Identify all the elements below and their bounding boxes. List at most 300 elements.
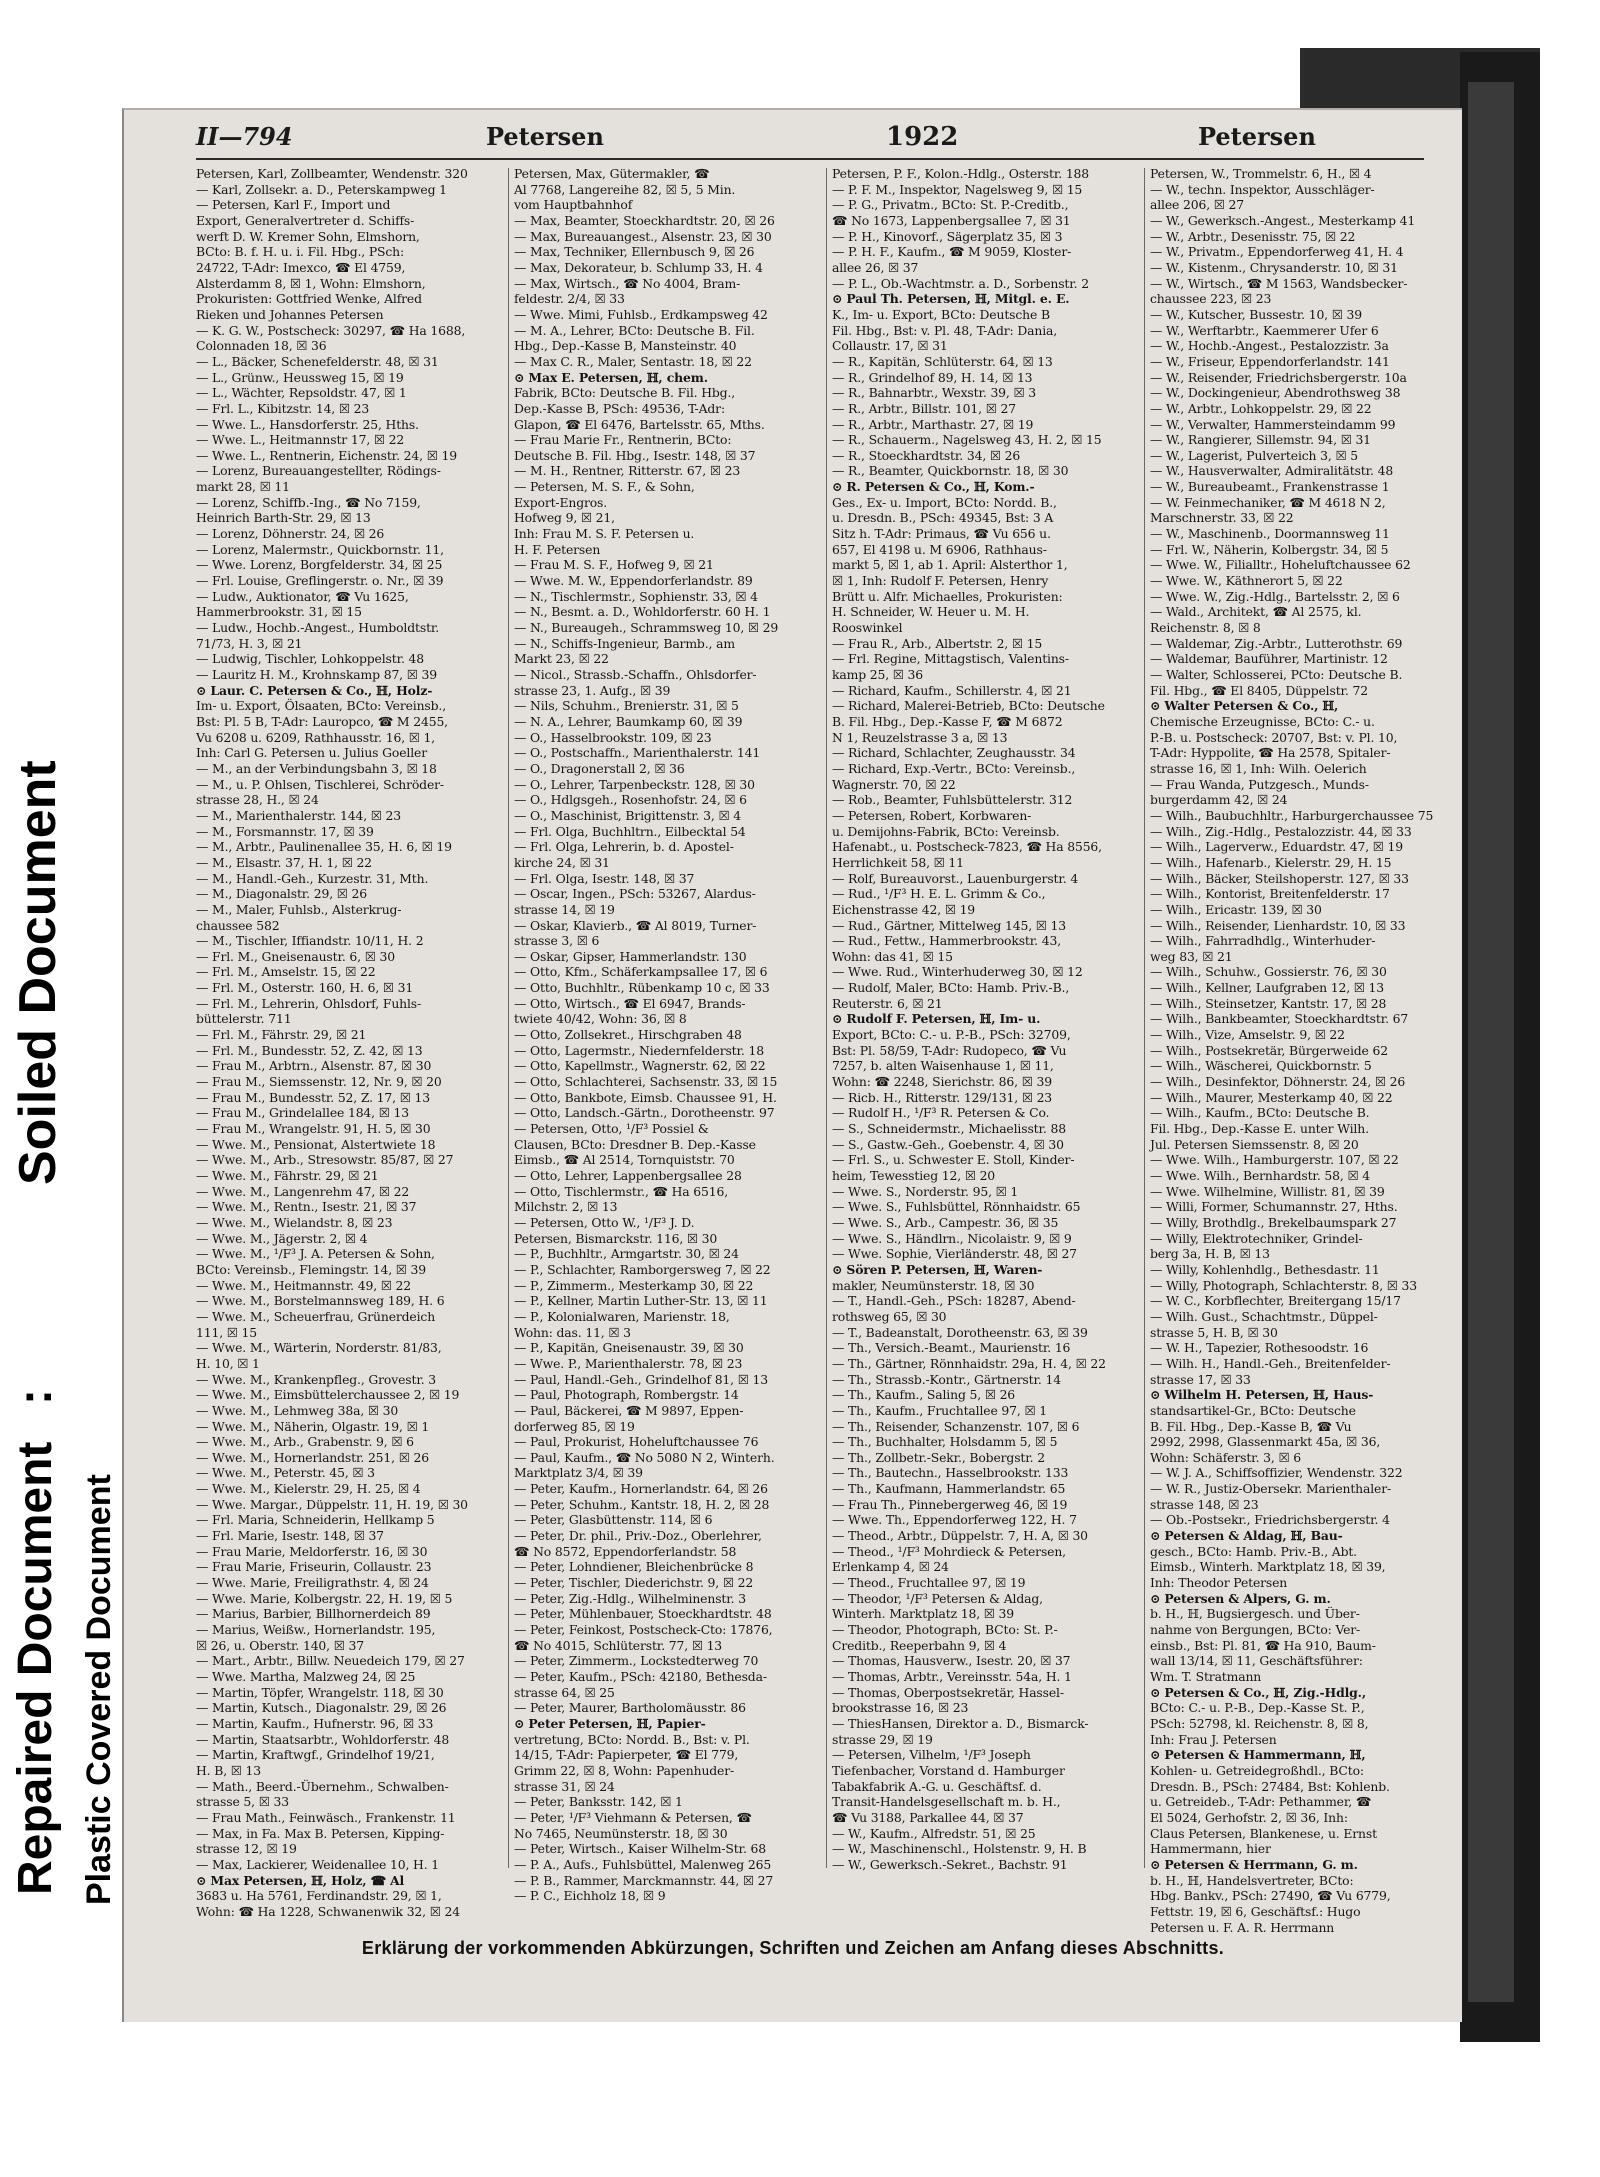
directory-entry-line: — Oskar, Gipser, Hammerlandstr. 130	[514, 948, 747, 964]
directory-entry-line: — Peter, Glasbüttenstr. 114, ☒ 6	[514, 1512, 713, 1528]
directory-entry-line: — Theodor, Photograph, BCto: St. P.-	[832, 1622, 1058, 1638]
directory-entry-line: — Petersen, Robert, Korbwaren-	[832, 807, 1032, 823]
directory-entry-line: strasse 12, ☒ 19	[196, 1841, 297, 1857]
directory-entry-line: — O., Maschinist, Brigittenstr. 3, ☒ 4	[514, 807, 741, 823]
directory-entry-line: — Wwe. M., Eimsbüttelerchaussee 2, ☒ 19	[196, 1387, 460, 1403]
directory-entry-line: — Paul, Photograph, Rombergstr. 14	[514, 1387, 739, 1403]
directory-entry-line: Marktplatz 3/4, ☒ 39	[514, 1465, 643, 1481]
directory-entry-line: — Otto, Buchhltr., Rübenkamp 10 c, ☒ 33	[514, 980, 770, 996]
directory-entry-line: Markt 23, ☒ 22	[514, 651, 609, 667]
directory-entry-line: markt 28, ☒ 11	[196, 479, 290, 495]
directory-entry-line: — Wilh., Vize, Amselstr. 9, ☒ 22	[1150, 1027, 1345, 1043]
directory-entry-line: — M. H., Rentner, Ritterstr. 67, ☒ 23	[514, 463, 741, 479]
directory-entry-line: Heinrich Barth-Str. 29, ☒ 13	[196, 510, 371, 526]
directory-entry-line: No 7465, Neumünsterstr. 18, ☒ 30	[514, 1825, 728, 1841]
directory-entry-line: — M., Forsmannstr. 17, ☒ 39	[196, 823, 374, 839]
directory-entry-line: — W., Gewerksch.-Sekret., Bachstr. 91	[832, 1856, 1068, 1872]
directory-entry-line: — R., Beamter, Quickbornstr. 18, ☒ 30	[832, 463, 1069, 479]
directory-entry-line: ⊙ Petersen & Herrmann, G. m.	[1150, 1856, 1358, 1872]
directory-entry-line: — R., Bahnarbtr., Wexstr. 39, ☒ 3	[832, 385, 1036, 401]
directory-entry-line: Petersen, W., Trommelstr. 6, H., ☒ 4	[1150, 166, 1372, 181]
directory-entry-line: — Frl. Louise, Greflingerstr. o. Nr., ☒ 39	[196, 573, 444, 589]
directory-entry-line: — Wwe. P., Marienthalerstr. 78, ☒ 23	[514, 1355, 743, 1371]
directory-entry-line: — Rolf, Bureauvorst., Lauenburgerstr. 4	[832, 870, 1079, 886]
directory-entry-line: 2992, 2998, Glassenmarkt 45a, ☒ 36,	[1150, 1434, 1381, 1450]
directory-entry-line: 3683 u. Ha 5761, Ferdinandstr. 29, ☒ 1,	[196, 1888, 442, 1904]
directory-entry-line: — Wilh. Gust., Schachtmstr., Düppel-	[1150, 1308, 1378, 1324]
directory-entry-line: — Wilh., Kontorist, Breitenfelderstr. 17	[1150, 886, 1390, 902]
directory-entry-line: — Wald., Architekt, ☎ Al 2575, kl.	[1150, 604, 1362, 620]
directory-entry-line: — Martin, Kutsch., Diagonalstr. 29, ☒ 26	[196, 1700, 447, 1716]
directory-entry-line: — W., Verwalter, Hammersteindamm 99	[1150, 416, 1396, 432]
directory-entry-line: — Theod., Arbtr., Düppelstr. 7, H. A, ☒ 30	[832, 1528, 1088, 1544]
directory-entry-line: — Wilh., Lagerverw., Eduardstr. 47, ☒ 19	[1150, 839, 1404, 855]
directory-entry-line: 7257, b. alten Waisenhause 1, ☒ 11,	[832, 1058, 1054, 1074]
directory-entry-line: — W. Feinmechaniker, ☎ M 4618 N 2,	[1150, 494, 1386, 510]
directory-entry-line: — Peter, Zig.-Hdlg., Wilhelminenstr. 3	[514, 1590, 746, 1606]
column-divider	[826, 168, 827, 1868]
directory-entry-line: — W. C., Korbflechter, Breitergang 15/17	[1150, 1293, 1401, 1309]
directory-entry-line: allee 26, ☒ 37	[832, 259, 919, 275]
binding-strip	[1468, 82, 1514, 2002]
directory-entry-line: strasse 148, ☒ 23	[1150, 1496, 1259, 1512]
directory-entry-line: — O., Lehrer, Tarpenbeckstr. 128, ☒ 30	[514, 776, 755, 792]
directory-entry-line: Wohn: Schäferstr. 3, ☒ 6	[1150, 1449, 1301, 1465]
directory-columns	[196, 166, 1446, 1935]
directory-entry-line: Sitz h. T-Adr: Primaus, ☎ Vu 656 u.	[832, 526, 1051, 542]
directory-entry-line: Fil. Hbg., Dep.-Kasse E. unter Wilh.	[1150, 1121, 1369, 1137]
directory-entry-line: — Max, in Fa. Max B. Petersen, Kipping-	[196, 1825, 445, 1841]
directory-entry-line: wall 13/14, ☒ 11, Geschäftsführer:	[1150, 1653, 1363, 1669]
directory-entry-line: BCto: B. f. H. u. i. Fil. Hbg., PSch:	[196, 244, 405, 260]
directory-entry-line: — Wwe. M., Langenrehm 47, ☒ 22	[196, 1183, 410, 1199]
directory-entry-line: — S., Schneidermstr., Michaelisstr. 88	[832, 1121, 1066, 1137]
directory-entry-line: — Mart., Arbtr., Billw. Neuedeich 179, ☒ 27	[196, 1653, 465, 1669]
directory-entry-line: H. F. Petersen	[514, 541, 601, 557]
directory-entry-line: Tiefenbacher, Vorstand d. Hamburger	[832, 1762, 1065, 1778]
directory-entry-line: büttelerstr. 711	[196, 1011, 292, 1027]
directory-entry-line: — N. A., Lehrer, Baumkamp 60, ☒ 39	[514, 713, 743, 729]
directory-entry-line: — W., Arbtr., Lohkoppelstr. 29, ☒ 22	[1150, 400, 1372, 416]
directory-entry-line: — Wwe. M., Peterstr. 45, ☒ 3	[196, 1465, 375, 1481]
directory-entry-line: — Willy, Elektrotechniker, Grindel-	[1150, 1230, 1363, 1246]
directory-entry-line: — P., Kellner, Martin Luther-Str. 13, ☒ 11	[514, 1293, 768, 1309]
directory-entry-line: Marschnerstr. 33, ☒ 22	[1150, 510, 1294, 526]
directory-entry-line: — Waldemar, Bauführer, Martinistr. 12	[1150, 651, 1388, 667]
directory-entry-line: standsartikel-Gr., BCto: Deutsche	[1150, 1402, 1356, 1418]
directory-entry-line: — W. H., Tapezier, Rothesoodstr. 16	[1150, 1340, 1369, 1356]
directory-entry-line: H. 10, ☒ 1	[196, 1355, 260, 1371]
directory-entry-line: allee 206, ☒ 27	[1150, 197, 1245, 213]
directory-entry-line: Im- u. Export, Ölsaaten, BCto: Vereinsb.,	[196, 698, 446, 714]
directory-entry-line: — Wilh., Schuhw., Gossierstr. 76, ☒ 30	[1150, 964, 1387, 980]
directory-entry-line: ⊙ R. Petersen & Co., ℍ, Kom.-	[832, 479, 1035, 495]
directory-entry-line: — Richard, Exp.-Vertr., BCto: Vereinsb.,	[832, 760, 1076, 776]
directory-entry-line: — Th., Reisender, Schanzenstr. 107, ☒ 6	[832, 1418, 1080, 1434]
directory-entry-line: BCto: Vereinsb., Flemingstr. 14, ☒ 39	[196, 1261, 427, 1277]
directory-entry-line: — M., Handl.-Geh., Kurzestr. 31, Mth.	[196, 870, 429, 886]
directory-entry-line: — Frl. S., u. Schwester E. Stoll, Kinder-	[832, 1152, 1075, 1168]
directory-entry-line: — Ob.-Postsekr., Friedrichsbergerstr. 4	[1150, 1512, 1390, 1528]
directory-entry-line: Wohn: ☎ 2248, Sierichstr. 86, ☒ 39	[832, 1074, 1052, 1090]
directory-entry-line: Alsterdamm 8, ☒ 1, Wohn: Elmshorn,	[196, 275, 426, 291]
directory-entry-line: — M., u. P. Ohlsen, Tischlerei, Schröder-	[196, 776, 444, 792]
directory-entry-line: — Peter, Wirtsch., Kaiser Wilhelm-Str. 68	[514, 1841, 767, 1857]
directory-entry-line: — Willy, Brothdlg., Brekelbaumspark 27	[1150, 1214, 1397, 1230]
directory-entry-line: N 1, Reuzelstrasse 3 a, ☒ 13	[832, 729, 1008, 745]
directory-entry-line: — L., Bäcker, Schenefelderstr. 48, ☒ 31	[196, 353, 439, 369]
directory-entry-line: Colonnaden 18, ☒ 36	[196, 338, 327, 354]
directory-entry-line: — Otto, Zollsekret., Hirschgraben 48	[514, 1027, 742, 1043]
directory-entry-line: — Wilh., Bäcker, Steilshoperstr. 127, ☒ 33	[1150, 870, 1409, 886]
directory-entry-line: — Wwe. S., Händlrn., Nicolaistr. 9, ☒ 9	[832, 1230, 1072, 1246]
directory-entry-line: — Max, Beamter, Stoeckhardtstr. 20, ☒ 26	[514, 212, 775, 228]
directory-entry-line: Transit-Handelsgesellschaft m. b. H.,	[832, 1794, 1061, 1810]
directory-entry-line: — Paul, Bäckerei, ☎ M 9897, Eppen-	[514, 1402, 744, 1418]
directory-entry-line: brookstrasse 16, ☒ 23	[832, 1700, 969, 1716]
directory-entry-line: — Peter, Kaufm., PSch: 42180, Bethesda-	[514, 1669, 767, 1684]
directory-entry-line: — P. A., Aufs., Fuhlsbüttel, Malenweg 265	[514, 1856, 772, 1872]
directory-entry-line: Inh: Theodor Petersen	[1150, 1575, 1288, 1591]
directory-entry-line: Eichenstrasse 42, ☒ 19	[832, 901, 976, 917]
directory-entry-line: — Th., Bautechn., Hasselbrookstr. 133	[832, 1465, 1069, 1481]
abbreviations-footnote: Erklärung der vorkommenden Abkürzungen, Schriften und Zeichen am Anfang dieses Abschnitts.	[361, 1938, 1225, 1958]
directory-entry-line: — P. H. F., Kaufm., ☎ M 9059, Kloster-	[832, 244, 1072, 260]
directory-entry-line: Dep.-Kasse B, PSch: 49536, T-Adr:	[514, 400, 725, 416]
directory-entry-line: vom Hauptbahnhof	[514, 197, 633, 213]
directory-entry-line: H. B, ☒ 13	[196, 1762, 261, 1778]
directory-entry-line: — Nicol., Strassb.-Schaffn., Ohlsdorfer-	[514, 667, 757, 682]
directory-entry-line: — Willi, Former, Schumannstr. 27, Hths.	[1150, 1199, 1398, 1215]
directory-entry-line: — Frl. M., Gneisenaustr. 6, ☒ 30	[196, 948, 395, 964]
directory-entry-line: — Nils, Schuhm., Brenierstr. 31, ☒ 5	[514, 698, 739, 714]
directory-entry-line: — Frl. Olga, Isestr. 148, ☒ 37	[514, 870, 695, 886]
directory-entry-line: 71/73, H. 3, ☒ 21	[196, 635, 303, 651]
directory-entry-line: — Wwe. M., Lehmweg 38a, ☒ 30	[196, 1402, 399, 1418]
directory-entry-line: — Rud., ¹/F³ H. E. L. Grimm & Co.,	[832, 886, 1046, 902]
directory-entry-line: — Wilh., Baubuchhltr., Harburgerchaussee 75	[1150, 807, 1434, 823]
directory-entry-line: — Wwe. W., Zig.-Hdlg., Bartelsstr. 2, ☒ 6	[1150, 588, 1400, 604]
directory-entry-line: — Wilh., Kellner, Laufgraben 12, ☒ 13	[1150, 980, 1385, 996]
directory-entry-line: Wm. T. Stratmann	[1150, 1669, 1262, 1684]
directory-entry-line: Rieken und Johannes Petersen	[196, 306, 384, 322]
directory-entry-line: — W., Kutscher, Bussestr. 10, ☒ 39	[1150, 306, 1362, 322]
directory-entry-line: Hbg. Bankv., PSch: 27490, ☎ Vu 6779,	[1150, 1888, 1391, 1904]
directory-entry-line: Petersen, Max, Gütermakler, ☎	[514, 166, 710, 181]
directory-entry-line: Al 7768, Langereihe 82, ☒ 5, 5 Min.	[514, 181, 736, 197]
directory-entry-line: Inh: Carl G. Petersen u. Julius Goeller	[196, 745, 427, 761]
directory-entry-line: Hammermann, hier	[1150, 1841, 1271, 1857]
directory-entry-line: u. Getreideb., T-Adr: Pethammer, ☎	[1150, 1794, 1372, 1810]
directory-entry-line: Prokuristen: Gottfried Wenke, Alfred	[196, 291, 422, 307]
directory-entry-line: — Otto, Landsch.-Gärtn., Dorotheenstr. 97	[514, 1105, 775, 1121]
directory-entry-line: Petersen, Karl, Zollbeamter, Wendenstr. 320	[196, 166, 468, 181]
directory-entry-line: — W., Dockingenieur, Abendrothsweg 38	[1150, 385, 1401, 401]
directory-entry-line: — Lorenz, Bureauangestellter, Rödings-	[196, 463, 441, 479]
directory-entry-line: — P., Kolonialwaren, Marienstr. 18,	[514, 1308, 730, 1324]
directory-entry-line: P.-B. u. Postscheck: 20707, Bst: v. Pl. 10,	[1150, 729, 1398, 745]
directory-entry-line: H. Schneider, W. Heuer u. M. H.	[832, 604, 1030, 620]
directory-entry-line: — Max, Dekorateur, b. Schlump 33, H. 4	[514, 259, 763, 275]
directory-entry-line: Fil. Hbg., Bst: v. Pl. 48, T-Adr: Dania,	[832, 322, 1058, 338]
header-rule	[196, 158, 1424, 160]
running-head-right: Petersen	[1198, 122, 1316, 151]
directory-entry-line: — Wwe. Martha, Malzweg 24, ☒ 25	[196, 1669, 416, 1684]
directory-entry-line: chaussee 582	[196, 917, 280, 933]
directory-entry-line: — Wwe. Wilhelmine, Willistr. 81, ☒ 39	[1150, 1183, 1385, 1199]
directory-entry-line: Kohlen- u. Getreidegroßhdl., BCto:	[1150, 1762, 1364, 1778]
directory-entry-line: Wagnerstr. 70, ☒ 22	[832, 776, 956, 792]
directory-entry-line: — Wwe. M., Kielerstr. 29, H. 25, ☒ 4	[196, 1481, 421, 1497]
directory-entry-line: — W., Reisender, Friedrichsbergerstr. 10a	[1150, 369, 1407, 385]
directory-entry-line: 111, ☒ 15	[196, 1324, 257, 1340]
directory-entry-line: heim, Tewesstieg 12, ☒ 20	[832, 1168, 996, 1183]
directory-entry-line: — Wwe. M., ¹/F³ J. A. Petersen & Sohn,	[196, 1246, 435, 1262]
directory-entry-line: strasse 29, ☒ 19	[832, 1731, 933, 1747]
directory-entry-line: — Wwe. L., Rentnerin, Eichenstr. 24, ☒ 19	[196, 447, 457, 463]
directory-entry-line: — Paul, Handl.-Geh., Grindelhof 81, ☒ 13	[514, 1371, 768, 1387]
directory-entry-line: dorferweg 85, ☒ 19	[514, 1418, 635, 1434]
directory-entry-line: — W. J. A., Schiffsoffizier, Wendenstr. 322	[1150, 1465, 1403, 1481]
directory-entry-line: — Wilh., Ericastr. 139, ☒ 30	[1150, 901, 1322, 917]
directory-entry-line: strasse 3, ☒ 6	[514, 933, 600, 949]
directory-entry-line: — Peter, Kaufm., Hornerlandstr. 64, ☒ 26	[514, 1481, 768, 1497]
directory-entry-line: ⊙ Petersen & Co., ℍ, Zig.-Hdlg.,	[1150, 1684, 1367, 1700]
directory-entry-line: ⊙ Peter Petersen, ℍ, Papier-	[514, 1715, 706, 1731]
directory-entry-line: — Wilh., Hafenarb., Kielerstr. 29, H. 15	[1150, 854, 1392, 870]
directory-entry-line: — W., Hochb.-Angest., Pestalozzistr. 3a	[1150, 338, 1389, 354]
directory-entry-line: — Frl. Maria, Schneiderin, Hellkamp 5	[196, 1512, 435, 1528]
directory-entry-line: — Richard, Malerei-Betrieb, BCto: Deutsche	[832, 698, 1105, 714]
directory-entry-line: Fil. Hbg., ☎ El 8405, Düppelstr. 72	[1150, 682, 1368, 698]
directory-entry-line: — O., Dragonerstall 2, ☒ 36	[514, 760, 685, 776]
directory-entry-line: — Peter, Feinkost, Postscheck-Cto: 17876,	[514, 1622, 773, 1638]
directory-entry-line: — Wwe. M., Rentn., Isestr. 21, ☒ 37	[196, 1199, 417, 1215]
directory-entry-line: strasse 16, ☒ 1, Inh: Wilh. Oelerich	[1150, 760, 1367, 776]
directory-entry-line: — Oskar, Klavierb., ☎ Al 8019, Turner-	[514, 917, 757, 933]
directory-entry-line: Bst: Pl. 58/59, T-Adr: Rudopeco, ☎ Vu	[832, 1042, 1067, 1058]
directory-entry-line: — N., Schiffs-Ingenieur, Barmb., am	[514, 635, 735, 651]
directory-entry-line: — Frau M., Bundesstr. 52, Z. 17, ☒ 13	[196, 1089, 430, 1105]
directory-entry-line: 657, El 4198 u. M 6906, Rathhaus-	[832, 541, 1047, 557]
running-head-left: Petersen	[486, 122, 604, 151]
directory-entry-line: — Peter, Maurer, Bartholomäusstr. 86	[514, 1700, 746, 1716]
directory-entry-line: — Frau M. S. F., Hofweg 9, ☒ 21	[514, 557, 714, 573]
directory-column-3	[832, 166, 1138, 1896]
directory-entry-line: — Wwe. Marie, Kolbergstr. 22, H. 19, ☒ 5	[196, 1590, 453, 1606]
directory-entry-line: Chemische Erzeugnisse, BCto: C.- u.	[1150, 713, 1375, 729]
directory-entry-line: Fettstr. 19, ☒ 6, Geschäftsf.: Hugo	[1150, 1903, 1361, 1919]
directory-entry-line: — Th., Versich.-Beamt., Maurienstr. 16	[832, 1340, 1071, 1356]
column-divider	[1144, 168, 1145, 1868]
directory-entry-line: — Martin, Kaufm., Hufnerstr. 96, ☒ 33	[196, 1715, 434, 1731]
directory-entry-line: ☎ No 8572, Eppendorferlandstr. 58	[514, 1543, 737, 1559]
directory-entry-line: K., Im- u. Export, BCto: Deutsche B	[832, 306, 1050, 322]
directory-entry-line: strasse 64, ☒ 25	[514, 1684, 615, 1700]
directory-entry-line: Fabrik, BCto: Deutsche B. Fil. Hbg.,	[514, 385, 736, 401]
directory-entry-line: ☎ No 4015, Schlüterstr. 77, ☒ 13	[514, 1637, 723, 1653]
directory-entry-line: Petersen, Bismarckstr. 116, ☒ 30	[514, 1230, 718, 1246]
directory-entry-line: — Th., Kaufmann, Hammerlandstr. 65	[832, 1481, 1066, 1497]
directory-entry-line: — Otto, Tischlermstr., ☎ Ha 6516,	[514, 1183, 728, 1199]
directory-entry-line: — P., Schlachter, Ramborgersweg 7, ☒ 22	[514, 1261, 771, 1277]
directory-entry-line: Wohn: ☎ Ha 1228, Schwanenwik 32, ☒ 24	[196, 1903, 460, 1919]
directory-entry-line: — Peter, Tischler, Diederichstr. 9, ☒ 22	[514, 1575, 754, 1591]
directory-entry-line: — Wilh., Reisender, Lienhardstr. 10, ☒ 33	[1150, 917, 1406, 933]
directory-entry-line: ⊙ Petersen & Aldag, ℍ, Bau-	[1150, 1528, 1343, 1544]
directory-entry-line: — M., Maler, Fuhlsb., Alsterkrug-	[196, 901, 402, 917]
directory-entry-line: — Frau Marie, Friseurin, Collaustr. 23	[196, 1559, 432, 1575]
directory-entry-line: — Otto, Wirtsch., ☎ El 6947, Brands-	[514, 995, 746, 1011]
directory-entry-line: — Wwe. Mimi, Fuhlsb., Erdkampsweg 42	[514, 306, 768, 322]
directory-entry-line: B. Fil. Hbg., Dep.-Kasse B, ☎ Vu	[1150, 1418, 1352, 1434]
directory-entry-line: Export, Generalvertreter d. Schiffs-	[196, 212, 415, 228]
directory-entry-line: — Wilh., Postsekretär, Bürgerweide 62	[1150, 1042, 1388, 1058]
directory-entry-line: — Wwe. M., Hornerlandstr. 251, ☒ 26	[196, 1449, 429, 1465]
directory-entry-line: PSch: 52798, kl. Reichenstr. 8, ☒ 8,	[1150, 1715, 1369, 1731]
directory-entry-line: — Wwe. Rud., Winterhuderweg 30, ☒ 12	[832, 964, 1083, 980]
directory-entry-line: — Lorenz, Döhnerstr. 24, ☒ 26	[196, 526, 385, 542]
directory-entry-line: Winterh. Marktplatz 18, ☒ 39	[832, 1606, 1015, 1622]
directory-entry-line: — Rud., Fettw., Hammerbrookstr. 43,	[832, 933, 1062, 949]
directory-entry-line: — Petersen, Otto W., ¹/F³ J. D.	[514, 1214, 695, 1230]
directory-entry-line: strasse 5, ☒ 33	[196, 1794, 289, 1810]
directory-entry-line: — P., Zimmerm., Mesterkamp 30, ☒ 22	[514, 1277, 754, 1293]
directory-entry-line: — O., Hasselbrookstr. 109, ☒ 23	[514, 729, 712, 745]
directory-entry-line: 24722, T-Adr: Imexco, ☎ El 4759,	[196, 259, 406, 275]
directory-entry-line: — Paul, Prokurist, Hoheluftchaussee 76	[514, 1434, 759, 1450]
directory-entry-line: — W., Werftarbtr., Kaemmerer Ufer 6	[1150, 322, 1379, 338]
directory-entry-line: — Wwe. Th., Eppendorferweg 122, H. 7	[832, 1512, 1077, 1528]
directory-entry-line: — Willy, Photograph, Schlachterstr. 8, ☒ 33	[1150, 1277, 1418, 1293]
directory-entry-line: — Paul, Kaufm., ☎ No 5080 N 2, Winterh.	[514, 1449, 775, 1465]
directory-entry-line: — Marius, Weißw., Hornerlandstr. 195,	[196, 1622, 436, 1638]
directory-entry-line: — W., Wirtsch., ☎ M 1563, Wandsbecker-	[1150, 275, 1408, 291]
directory-entry-line: — Peter, Banksstr. 142, ☒ 1	[514, 1794, 683, 1810]
directory-entry-line: Clausen, BCto: Dresdner B. Dep.-Kasse	[514, 1136, 756, 1152]
directory-entry-line: — Wwe. S., Fuhlsbüttel, Rönnhaidstr. 65	[832, 1199, 1081, 1215]
directory-entry-line: ⊙ Max Petersen, ℍ, Holz, ☎ Al	[196, 1872, 405, 1888]
directory-entry-line: — Wilh., Desinfektor, Döhnerstr. 24, ☒ 26	[1150, 1074, 1406, 1090]
directory-entry-line: — R., Schauerm., Nagelsweg 43, H. 2, ☒ 15	[832, 432, 1102, 448]
directory-entry-line: — Frau M., Arbtrn., Alsenstr. 87, ☒ 30	[196, 1058, 432, 1074]
directory-entry-line: — Petersen, Karl F., Import und	[196, 197, 391, 213]
directory-entry-line: kirche 24, ☒ 31	[514, 854, 610, 870]
directory-entry-line: — Petersen, Vilhelm, ¹/F³ Joseph	[832, 1747, 1031, 1763]
directory-entry-line: — Theod., ¹/F³ Mohrdieck & Petersen,	[832, 1543, 1066, 1559]
directory-entry-line: — Wwe. L., Hansdorferstr. 25, Hths.	[196, 416, 419, 432]
directory-entry-line: — Wwe. Wilh., Bernhardstr. 58, ☒ 4	[1150, 1168, 1370, 1183]
directory-entry-line: — Otto, Kapellmstr., Wagnerstr. 62, ☒ 22	[514, 1058, 766, 1074]
directory-entry-line: — Th., Zollbetr.-Sekr., Bobergstr. 2	[832, 1449, 1045, 1465]
directory-entry-line: — M., Diagonalstr. 29, ☒ 26	[196, 886, 368, 902]
directory-entry-line: — M., Elsastr. 37, H. 1, ☒ 22	[196, 854, 372, 870]
directory-entry-line: werft D. W. Kremer Sohn, Elmshorn,	[196, 228, 420, 244]
soiled-document-label: Soiled Document	[9, 760, 67, 1185]
directory-entry-line: — Frau Marie, Meldorferstr. 16, ☒ 30	[196, 1543, 428, 1559]
directory-entry-line: — Frl. Olga, Lehrerin, b. d. Apostel-	[514, 839, 734, 855]
directory-entry-line: — Wilh., Kaufm., BCto: Deutsche B.	[1150, 1105, 1370, 1121]
directory-entry-line: chaussee 223, ☒ 23	[1150, 291, 1272, 307]
directory-entry-line: — Frau Wanda, Putzgesch., Munds-	[1150, 776, 1369, 792]
directory-entry-line: — T., Badeanstalt, Dorotheenstr. 63, ☒ 39	[832, 1324, 1088, 1340]
directory-entry-line: — Otto, Lagermstr., Niedernfelderstr. 18	[514, 1042, 764, 1058]
directory-entry-line: — Ludw., Hochb.-Angest., Humboldtstr.	[196, 620, 440, 636]
directory-entry-line: ⊙ Sören P. Petersen, ℍ, Waren-	[832, 1261, 1043, 1277]
directory-entry-line: — Ricb. H., Ritterstr. 129/131, ☒ 23	[832, 1089, 1053, 1105]
directory-entry-line: — Richard, Kaufm., Schillerstr. 4, ☒ 21	[832, 682, 1072, 698]
directory-entry-line: — M., an der Verbindungsbahn 3, ☒ 18	[196, 760, 437, 776]
directory-entry-line: — Math., Beerd.-Übernehm., Schwalben-	[196, 1778, 449, 1794]
directory-entry-line: — W., Kistenm., Chrysanderstr. 10, ☒ 31	[1150, 259, 1398, 275]
directory-entry-line: — Richard, Schlachter, Zeughausstr. 34	[832, 745, 1076, 761]
directory-entry-line: — W., Bureaubeamt., Frankenstrasse 1	[1150, 479, 1390, 495]
directory-entry-line: — Petersen, Otto, ¹/F³ Possiel &	[514, 1121, 709, 1137]
directory-entry-line: strasse 5, H. B, ☒ 30	[1150, 1324, 1278, 1340]
directory-entry-line: ⊙ Laur. C. Petersen & Co., ℍ, Holz-	[196, 682, 433, 698]
directory-entry-line: — W., Privatm., Eppendorferweg 41, H. 4	[1150, 244, 1404, 260]
directory-entry-line: kamp 25, ☒ 36	[832, 667, 924, 682]
directory-entry-line: — ThiesHansen, Direktor a. D., Bismarck-	[832, 1715, 1089, 1731]
directory-entry-line: — Wwe. M., Jägerstr. 2, ☒ 4	[196, 1230, 368, 1246]
directory-entry-line: — Frl. M., Amselstr. 15, ☒ 22	[196, 964, 376, 980]
directory-entry-line: — Otto, Bankbote, Eimsb. Chaussee 91, H.	[514, 1089, 777, 1105]
directory-entry-line: — W., Maschinenschl., Holstenstr. 9, H. B	[832, 1841, 1087, 1857]
directory-entry-line: — Th., Strassb.-Kontr., Gärtnerstr. 14	[832, 1371, 1061, 1387]
directory-entry-line: — T., Handl.-Geh., PSch: 18287, Abend-	[832, 1293, 1076, 1309]
directory-entry-line: — Max, Lackierer, Weidenallee 10, H. 1	[196, 1856, 440, 1872]
directory-entry-line: Eimsb., Winterh. Marktplatz 18, ☒ 39,	[1150, 1559, 1386, 1575]
directory-entry-line: — Wwe. Wilh., Hamburgerstr. 107, ☒ 22	[1150, 1152, 1399, 1168]
directory-entry-line: — N., Bureaugeh., Schrammsweg 10, ☒ 29	[514, 620, 779, 636]
directory-entry-line: ☒ 1, Inh: Rudolf F. Petersen, Henry	[832, 573, 1049, 589]
directory-entry-line: — Walter, Schlosserei, PCto: Deutsche B.	[1150, 667, 1403, 682]
directory-entry-line: — Otto, Kfm., Schäferkampsallee 17, ☒ 6	[514, 964, 768, 980]
directory-entry-line: — Rudolf, Maler, BCto: Hamb. Priv.-B.,	[832, 980, 1070, 996]
directory-entry-line: — Peter, Mühlenbauer, Stoeckhardtstr. 48	[514, 1606, 772, 1622]
directory-entry-line: — W. R., Justiz-Obersekr. Marienthaler-	[1150, 1481, 1392, 1497]
directory-entry-line: — Wwe. Lorenz, Borgfelderstr. 34, ☒ 25	[196, 557, 443, 573]
directory-entry-line: — Frau M., Grindelallee 184, ☒ 13	[196, 1105, 409, 1121]
directory-entry-line: Eimsb., ☎ Al 2514, Tornquiststr. 70	[514, 1152, 735, 1168]
directory-entry-line: — Wwe. Sophie, Vierländerstr. 48, ☒ 27	[832, 1246, 1077, 1262]
directory-entry-line: ⊙ Paul Th. Petersen, ℍ, Mitgl. e. E.	[832, 291, 1070, 307]
directory-entry-line: — Max, Techniker, Ellernbusch 9, ☒ 26	[514, 244, 755, 260]
directory-entry-line: — Martin, Kraftwgf., Grindelhof 19/21,	[196, 1747, 435, 1763]
directory-entry-line: — Frl. M., Bundesstr. 52, Z. 42, ☒ 13	[196, 1042, 423, 1058]
directory-entry-line: — M. A., Lehrer, BCto: Deutsche B. Fil.	[514, 322, 755, 338]
directory-entry-line: Ges., Ex- u. Import, BCto: Nordd. B.,	[832, 494, 1057, 510]
directory-entry-line: Hammerbrookstr. 31, ☒ 15	[196, 604, 362, 620]
directory-entry-line: — Frl. Olga, Buchhltrn., Eilbecktal 54	[514, 823, 746, 839]
directory-entry-line: u. Dresdn. B., PSch: 49345, Bst: 3 A	[832, 510, 1054, 526]
directory-entry-line: El 5024, Gerhofstr. 2, ☒ 36, Inh:	[1150, 1809, 1348, 1825]
directory-entry-line: twiete 40/42, Wohn: 36, ☒ 8	[514, 1011, 687, 1027]
directory-entry-line: — Martin, Töpfer, Wrangelstr. 118, ☒ 30	[196, 1684, 444, 1700]
directory-entry-line: ⊙ Rudolf F. Petersen, ℍ, Im- u.	[832, 1011, 1041, 1027]
directory-entry-line: Vu 6208 u. 6209, Rathhausstr. 16, ☒ 1,	[196, 729, 436, 745]
directory-entry-line: — R., Arbtr., Marthastr. 27, ☒ 19	[832, 416, 1034, 432]
directory-entry-line: — Peter, Dr. phil., Priv.-Doz., Oberlehrer,	[514, 1528, 762, 1544]
directory-entry-line: weg 83, ☒ 21	[1150, 948, 1233, 964]
directory-entry-line: 14/15, T-Adr: Papierpeter, ☎ El 779,	[514, 1747, 739, 1763]
directory-entry-line: — Ludw., Auktionator, ☎ Vu 1625,	[196, 588, 409, 604]
directory-entry-line: — W., Hausverwalter, Admiralitätstr. 48	[1150, 463, 1394, 479]
directory-entry-line: — P., Kapitän, Gneisenaustr. 39, ☒ 30	[514, 1340, 744, 1356]
directory-entry-line: — Wilh., Fahrradhdlg., Winterhuder-	[1150, 933, 1376, 949]
directory-entry-line: — Lauritz H. M., Krohnskamp 87, ☒ 39	[196, 667, 437, 682]
directory-entry-line: Bst: Pl. 5 B, T-Adr: Lauropco, ☎ M 2455,	[196, 713, 448, 729]
